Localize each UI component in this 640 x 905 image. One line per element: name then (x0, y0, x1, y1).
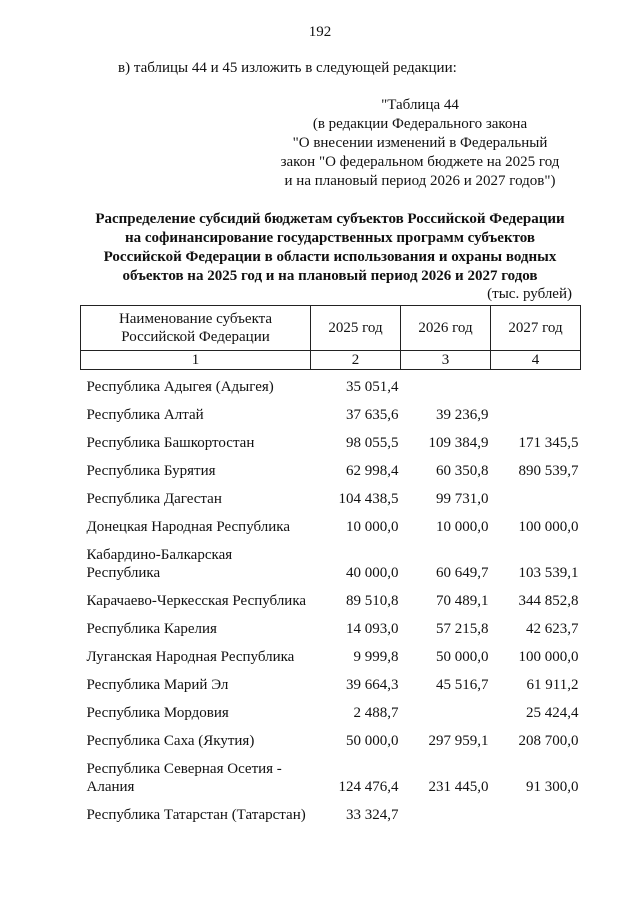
value-2026: 297 959,1 (428, 733, 489, 749)
region-name-line: Республика (86, 565, 161, 581)
table-row (81, 454, 581, 482)
value-2026: 45 516,7 (436, 677, 489, 693)
region-name: Республика Саха (Якутия) (86, 733, 255, 749)
value-2027: 100 000,0 (518, 519, 579, 535)
value-2027: 171 345,5 (518, 435, 579, 451)
value-2025: 98 055,5 (346, 435, 399, 451)
value-2025: 2 488,7 (353, 705, 399, 721)
table-row (81, 696, 581, 724)
header-2027: 2027 год (491, 306, 581, 351)
value-2027 (491, 370, 581, 399)
header-2025: 2025 год (311, 306, 401, 351)
value-2027 (491, 798, 581, 826)
region-name-line: Кабардино-Балкарская (86, 547, 233, 563)
region-name: Республика Карелия (86, 621, 217, 637)
value-2026: 109 384,9 (428, 435, 489, 451)
table-row (81, 724, 581, 752)
epigraph-line: "Таблица 44 (381, 97, 459, 113)
value-2026: 99 731,0 (436, 491, 489, 507)
region-name (81, 752, 311, 798)
column-number: 4 (491, 351, 581, 370)
value-2027: 103 539,1 (518, 565, 579, 581)
value-2025: 124 476,4 (338, 779, 399, 795)
region-name: Республика Бурятия (86, 463, 216, 479)
value-2026: 60 649,7 (436, 565, 489, 581)
value-2025: 14 093,0 (346, 621, 399, 637)
table-row (81, 668, 581, 696)
value-2026: 39 236,9 (436, 407, 489, 423)
subsidy-table (80, 305, 581, 826)
value-2027: 61 911,2 (526, 677, 579, 693)
value-2025: 37 635,6 (346, 407, 399, 423)
region-name: Донецкая Народная Республика (86, 519, 290, 535)
column-number: 3 (401, 351, 491, 370)
value-2025: 104 438,5 (338, 491, 399, 507)
value-2026: 70 489,1 (436, 593, 489, 609)
epigraph-line: (в редакции Федерального закона (312, 116, 528, 132)
heading-line: объектов на 2025 год и на плановый период 2026 и 2027 годов (122, 268, 538, 284)
table-row (81, 640, 581, 668)
value-2026 (401, 696, 491, 724)
value-2026: 57 215,8 (436, 621, 489, 637)
region-name: Республика Алтай (86, 407, 204, 423)
value-2026: 231 445,0 (428, 779, 489, 795)
table-row (81, 426, 581, 454)
table-row (81, 398, 581, 426)
value-2026 (401, 798, 491, 826)
region-name: Республика Дагестан (86, 491, 222, 507)
epigraph-line: "О внесении изменений в Федеральный (292, 135, 548, 151)
region-name: Карачаево-Черкесская Республика (86, 593, 307, 609)
value-2025: 10 000,0 (346, 519, 399, 535)
table-heading (70, 210, 590, 286)
value-2025: 50 000,0 (346, 733, 399, 749)
value-2025: 9 999,8 (353, 649, 399, 665)
page-number: 192 (308, 24, 332, 40)
value-2027: 91 300,0 (526, 779, 579, 795)
column-number: 1 (81, 351, 311, 370)
value-2026: 10 000,0 (436, 519, 489, 535)
value-2027: 100 000,0 (518, 649, 579, 665)
value-2026: 60 350,8 (436, 463, 489, 479)
table-row (81, 482, 581, 510)
value-2025: 39 664,3 (346, 677, 399, 693)
region-name-line: Алания (86, 779, 135, 795)
region-name: Республика Мордовия (86, 705, 229, 721)
value-2026: 50 000,0 (436, 649, 489, 665)
table-row (81, 584, 581, 612)
table-body (81, 370, 581, 827)
header-2026: 2026 год (401, 306, 491, 351)
value-2025: 62 998,4 (346, 463, 399, 479)
region-name: Луганская Народная Республика (86, 649, 295, 665)
value-2027: 208 700,0 (518, 733, 579, 749)
value-2027 (491, 482, 581, 510)
heading-line: на софинансирование государственных программ субъектов (125, 230, 535, 246)
value-2027: 344 852,8 (518, 593, 579, 609)
table-row (81, 752, 581, 798)
header-region-name (81, 306, 311, 351)
value-2025: 89 510,8 (346, 593, 399, 609)
value-2027: 890 539,7 (518, 463, 579, 479)
table-row (81, 538, 581, 584)
table-row (81, 510, 581, 538)
table-row (81, 370, 581, 399)
value-2027: 42 623,7 (526, 621, 579, 637)
value-2025: 33 324,7 (346, 807, 399, 823)
heading-line: Распределение субсидий бюджетам субъектов Российской Федерации (95, 211, 565, 227)
intro-text: в) таблицы 44 и 45 изложить в следующей редакции: (118, 60, 457, 76)
table-epigraph (270, 96, 570, 191)
region-name: Республика Марий Эл (86, 677, 229, 693)
units-label: (тыс. рублей) (487, 286, 572, 302)
value-2025: 40 000,0 (346, 565, 399, 581)
epigraph-line: и на плановый период 2026 и 2027 годов") (284, 173, 556, 189)
region-name-line: Республика Северная Осетия - (86, 761, 282, 777)
region-name (81, 538, 311, 584)
column-number: 2 (311, 351, 401, 370)
heading-line: Российской Федерации в области использования и охраны водных (103, 249, 557, 265)
value-2025: 35 051,4 (346, 379, 399, 395)
header-text: Российской Федерации (121, 329, 270, 345)
table-row (81, 612, 581, 640)
value-2027: 25 424,4 (526, 705, 579, 721)
header-text: Наименование субъекта (118, 311, 273, 327)
epigraph-line: закон "О федеральном бюджете на 2025 год (280, 154, 560, 170)
table-row (81, 798, 581, 826)
region-name: Республика Татарстан (Татарстан) (86, 807, 306, 823)
table-header (81, 306, 581, 370)
region-name: Республика Адыгея (Адыгея) (86, 379, 274, 395)
region-name: Республика Башкортостан (86, 435, 255, 451)
value-2027 (491, 398, 581, 426)
value-2026 (401, 370, 491, 399)
